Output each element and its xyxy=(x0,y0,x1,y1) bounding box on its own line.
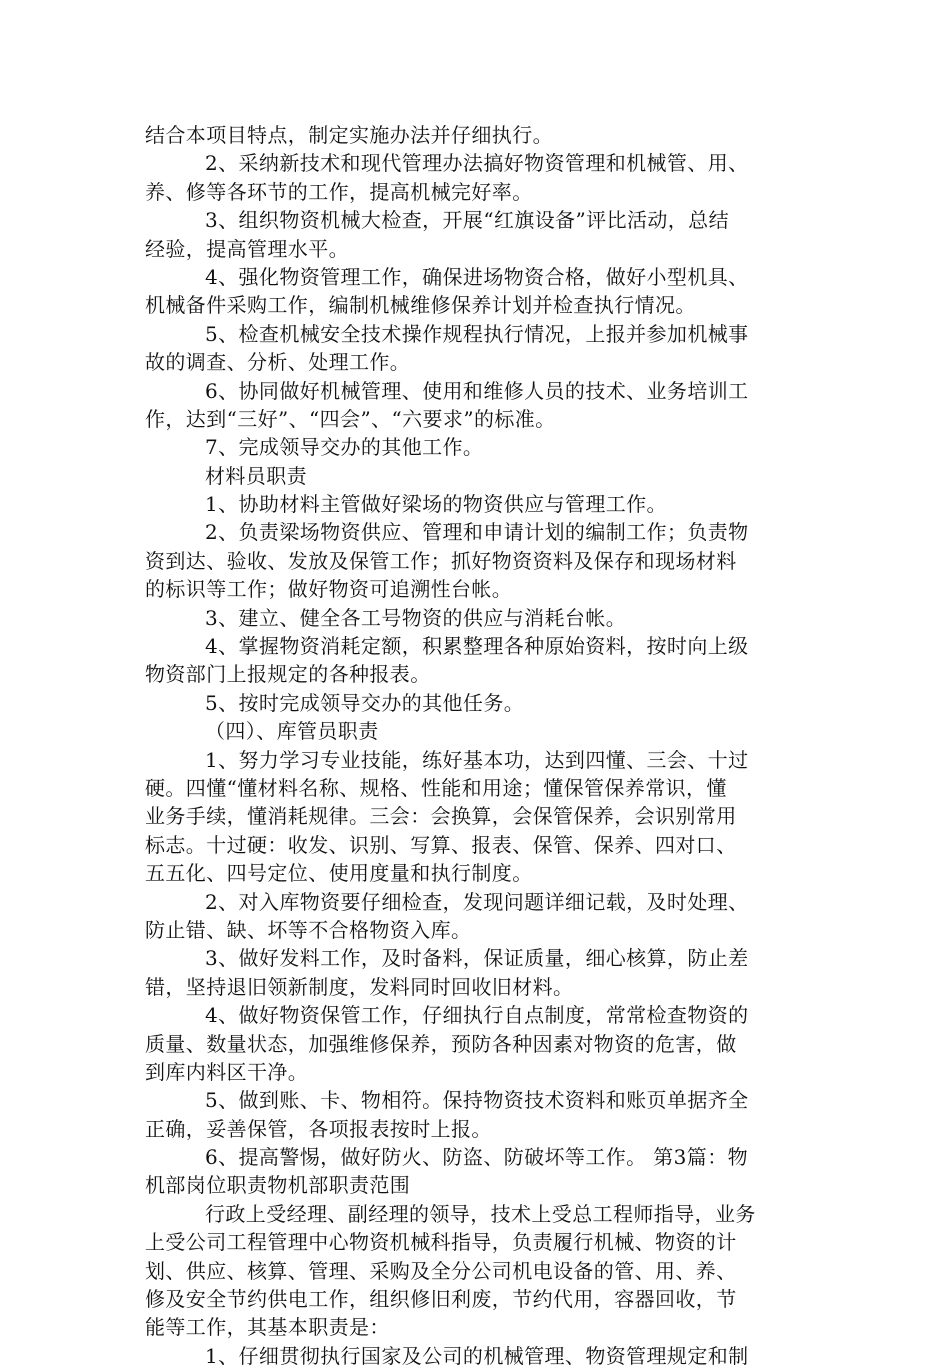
text-line: 6、提高警惕，做好防火、防盗、防破坏等工作。 第3篇：物 xyxy=(205,1145,749,1170)
text-line: 3、组织物资机械大检查，开展“红旗设备”评比活动，总结 xyxy=(205,208,729,233)
document-body xyxy=(145,121,815,1370)
text-line: 3、建立、健全各工号物资的供应与消耗台帐。 xyxy=(205,605,627,630)
text-line: 物资部门上报规定的各种报表。 xyxy=(145,662,431,687)
text-line: 正确，妥善保管，各项报表按时上报。 xyxy=(145,1116,492,1141)
text-line: 2、对入库物资要仔细检查，发现问题详细记载，及时处理、 xyxy=(205,889,749,914)
text-line: 4、掌握物资消耗定额，积累整理各种原始资料，按时向上级 xyxy=(205,634,749,659)
text-line: 作，达到“三好”、“四会”、“六要求”的标准。 xyxy=(145,406,556,431)
text-line: 5、按时完成领导交办的其他任务。 xyxy=(205,690,525,715)
text-line: 经验，提高管理水平。 xyxy=(145,236,349,261)
text-line: 行政上受经理、副经理的领导，技术上受总工程师指导，业务 xyxy=(205,1201,756,1226)
text-line: 5、检查机械安全技术操作规程执行情况，上报并参加机械事 xyxy=(205,321,749,346)
text-line: 的标识等工作；做好物资可追溯性台帐。 xyxy=(145,577,513,602)
text-line: 7、完成领导交办的其他工作。 xyxy=(205,435,484,460)
text-line: 养、修等各环节的工作，提高机械完好率。 xyxy=(145,179,533,204)
text-line: 修及安全节约供电工作，组织修旧利废，节约代用，容器回收，节 xyxy=(145,1287,737,1312)
text-line: 2、采纳新技术和现代管理办法搞好物资管理和机械管、用、 xyxy=(205,151,749,176)
text-line: 五五化、四号定位、使用度量和执行制度。 xyxy=(145,861,533,886)
text-line: 结合本项目特点，制定实施办法并仔细执行。 xyxy=(145,123,553,147)
text-line: 机械备件采购工作，编制机械维修保养计划并检查执行情况。 xyxy=(145,293,696,318)
text-line: 防止错、缺、坏等不合格物资入库。 xyxy=(145,917,472,942)
text-line: 上受公司工程管理中心物资机械科指导，负责履行机械、物资的计 xyxy=(145,1230,737,1255)
text-line: 3、做好发料工作，及时备料，保证质量，细心核算，防止差 xyxy=(205,946,749,971)
text-line: 错，坚持退旧领新制度，发料同时回收旧材料。 xyxy=(145,974,574,999)
text-line: 故的调查、分析、处理工作。 xyxy=(145,350,411,375)
text-line: 5、做到账、卡、物相符。保持物资技术资料和账页单据齐全 xyxy=(205,1088,749,1113)
text-line: 能等工作，其基本职责是： xyxy=(145,1315,390,1340)
text-line: 材料员职责 xyxy=(205,463,307,488)
text-line: 4、做好物资保管工作，仔细执行自点制度，常常检查物资的 xyxy=(205,1003,749,1028)
text-line: 6、协同做好机械管理、使用和维修人员的技术、业务培训工 xyxy=(205,378,749,403)
text-line: 硬。四懂“懂材料名称、规格、性能和用途；懂保管保养常识，懂 xyxy=(145,775,727,800)
text-line: 质量、数量状态，加强维修保养，预防各种因素对物资的危害，做 xyxy=(145,1031,737,1056)
text-line: 机部岗位职责物机部职责范围 xyxy=(145,1173,411,1198)
text-line: 标志。十过硬：收发、识别、写算、报表、保管、保养、四对口、 xyxy=(145,832,737,857)
text-line: 4、强化物资管理工作，确保进场物资合格，做好小型机具、 xyxy=(205,264,749,289)
text-line: 划、供应、核算、管理、采购及全分公司机电设备的管、用、养、 xyxy=(145,1258,737,1283)
text-line: （四）、库管员职责 xyxy=(205,719,379,744)
text-line: 到库内料区干净。 xyxy=(145,1059,309,1084)
text-line: 业务手续，懂消耗规律。三会：会换算，会保管保养，会识别常用 xyxy=(145,804,737,829)
text-line: 2、负责梁场物资供应、管理和申请计划的编制工作；负责物 xyxy=(205,520,749,545)
text-line: 1、协助材料主管做好梁场的物资供应与管理工作。 xyxy=(205,492,667,517)
text-line: 1、仔细贯彻执行国家及公司的机械管理、物资管理规定和制 xyxy=(205,1343,749,1368)
text-line: 资到达、验收、发放及保管工作；抓好物资资料及保存和现场材料 xyxy=(145,548,737,573)
text-line: 1、努力学习专业技能，练好基本功，达到四懂、三会、十过 xyxy=(205,747,749,772)
